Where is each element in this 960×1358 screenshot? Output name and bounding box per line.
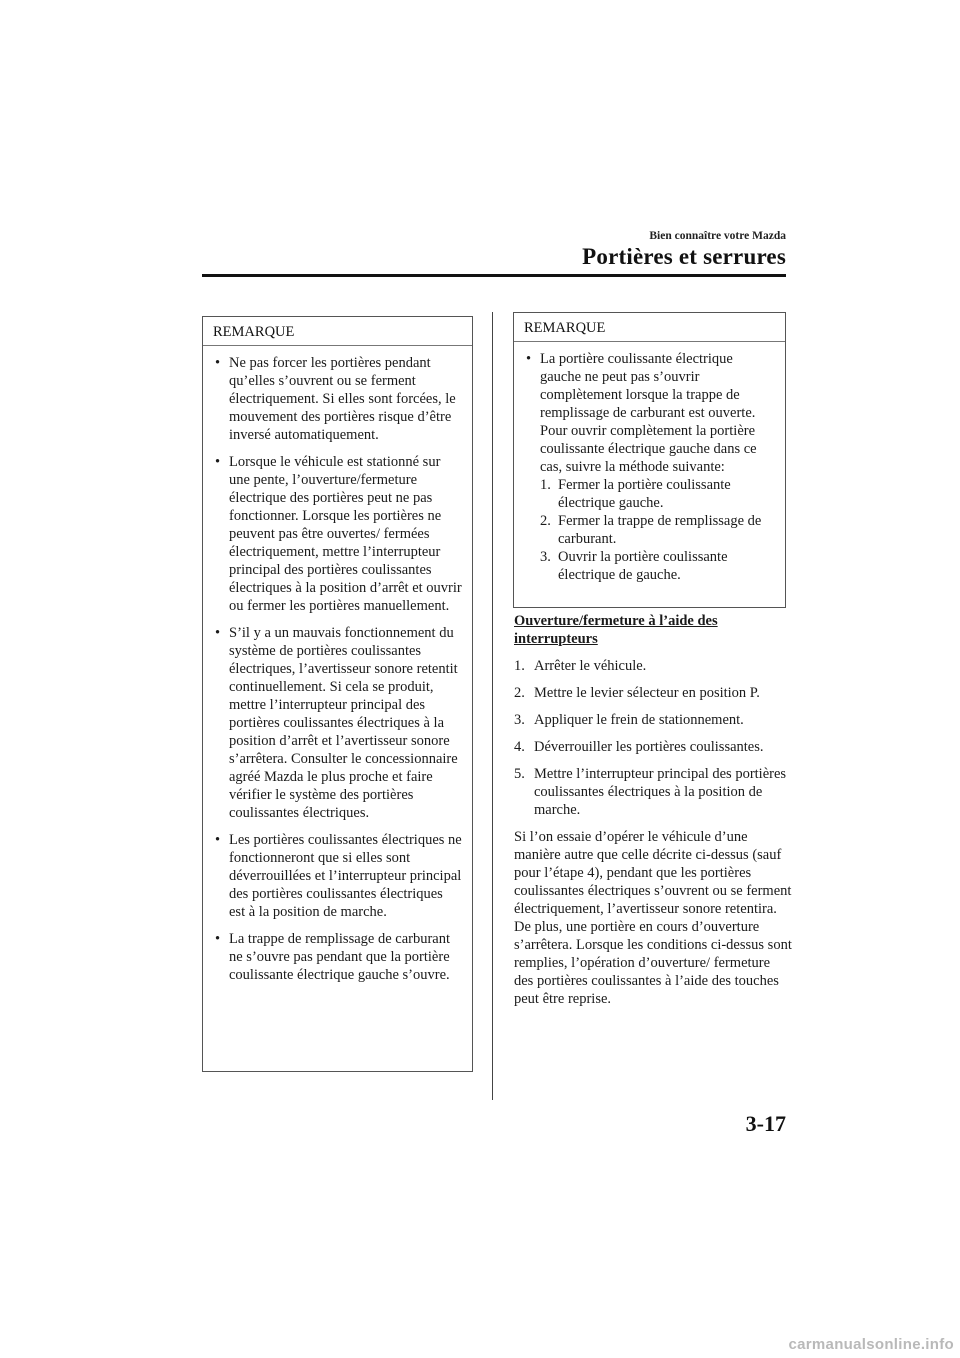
step-number: 3. xyxy=(514,712,525,728)
note-bullet-text: Lorsque le véhicule est stationné sur une pente, l’ouverture/fermeture électrique des portières peut ne pas fonctionner. Lorsque les portières ne peuvent pas être ouvertes/ fermées électriquement, mettre l’interrupteur principal des portières coulissantes électriques à la position d’arrêt et ouvrir ou fermer les portières manuellement. xyxy=(229,454,462,614)
column-divider xyxy=(492,312,493,1100)
bullet-icon: • xyxy=(215,832,221,848)
step-text: Fermer la trappe de remplissage de carburant. xyxy=(558,513,762,547)
note-bullet-text: Les portières coulissantes électriques ne fonctionneront que si elles sont déverrouillées et l’interrupteur principal des portières coulissantes électriques est à la position de marche. xyxy=(229,832,462,920)
step-text: Déverrouiller les portières coulissantes. xyxy=(534,739,764,755)
procedure-step xyxy=(514,657,792,675)
note-box-left xyxy=(202,316,473,1072)
step-text: Mettre le levier sélecteur en position P. xyxy=(534,685,760,701)
step-text: Ouvrir la portière coulissante électrique de gauche. xyxy=(558,549,728,583)
note-bullet-item xyxy=(213,453,462,615)
note-bullet-item xyxy=(213,930,462,984)
step-text: Arrêter le véhicule. xyxy=(534,658,647,674)
watermark: carmanualsonline.info xyxy=(788,1336,954,1353)
page-number: 3-17 xyxy=(745,1111,786,1136)
note-bullet-text: S’il y a un mauvais fonctionnement du système de portières coulissantes électriques, l’avertisseur sonore retentit continuellement. Si cela se produit, mettre l’interrupteur principal des portières coulissantes électriques à la position d’arrêt et l’avertisseur sonore s’arrêtera. Consulter le concessionnaire agréé Mazda le plus proche et faire vérifier le système des portières coulissantes électriques. xyxy=(229,625,458,821)
note-step-item xyxy=(540,476,775,512)
note-box-right xyxy=(513,312,786,608)
step-text: Appliquer le frein de stationnement. xyxy=(534,712,744,728)
note-bullet-text: Ne pas forcer les portières pendant qu’elles s’ouvrent ou se ferment électriquement. Si elles sont forcées, le mouvement des portières risque d’être inversé automatiquement. xyxy=(229,355,456,443)
right-column-body xyxy=(514,612,792,1008)
step-text: Fermer la portière coulissante électrique gauche. xyxy=(558,477,731,511)
note-bullet-item xyxy=(213,354,462,444)
procedure-step xyxy=(514,765,792,819)
procedure-steps xyxy=(514,657,792,819)
bullet-icon: • xyxy=(215,625,221,641)
procedure-step xyxy=(514,684,792,702)
page-title: Portières et serrures xyxy=(582,244,786,269)
note-step-item xyxy=(540,548,775,584)
note-title: REMARQUE xyxy=(524,320,606,336)
body-paragraph: Si l’on essaie d’opérer le véhicule d’une manière autre que celle décrite ci-dessus (sauf pour l’étape 4), pendant que les portières coulissantes électriques s’ouvrent ou se ferment électriquement, l’avertisseur sonore retentira. De plus, une portière en cours d’ouverture s’arrêtera. Lorsque les conditions ci-dessus sont remplies, l’opération d’ouverture/ fermeture des portières coulissantes à l’aide des touches peut être reprise. xyxy=(514,829,792,1007)
note-bullet-text: La trappe de remplissage de carburant ne s’ouvre pas pendant que la portière coulissante électrique gauche s’ouvre. xyxy=(229,931,451,983)
header-section-label: Bien connaître votre Mazda xyxy=(649,230,786,242)
step-text: Mettre l’interrupteur principal des portières coulissantes électriques à la position de marche. xyxy=(534,766,787,818)
bullet-icon: • xyxy=(215,931,221,947)
note-step-item xyxy=(540,512,775,548)
note-bullet-text: La portière coulissante électrique gauche ne peut pas s’ouvrir complètement lorsque la trappe de remplissage de carburant est ouverte. Pour ouvrir complètement la portière coulissante électrique gauche dans ce cas, suivre la méthode suivante: xyxy=(540,351,757,475)
note-bullet-item xyxy=(524,350,775,584)
procedure-step xyxy=(514,711,792,729)
step-number: 3. xyxy=(540,549,551,565)
step-number: 2. xyxy=(540,513,551,529)
step-number: 4. xyxy=(514,739,525,755)
step-number: 1. xyxy=(514,658,525,674)
note-bullet-item xyxy=(213,831,462,921)
header-rule xyxy=(202,274,786,277)
note-bullet-list xyxy=(203,346,472,984)
step-number: 5. xyxy=(514,766,525,782)
step-number: 2. xyxy=(514,685,525,701)
note-step-list xyxy=(540,476,775,584)
section-heading: Ouverture/fermeture à l’aide des interrupteurs xyxy=(514,613,718,647)
note-bullet-list xyxy=(514,342,785,584)
bullet-icon: • xyxy=(215,355,221,371)
step-number: 1. xyxy=(540,477,551,493)
bullet-icon: • xyxy=(526,351,532,367)
note-bullet-item xyxy=(213,624,462,822)
note-title: REMARQUE xyxy=(213,324,295,340)
procedure-step xyxy=(514,738,792,756)
bullet-icon: • xyxy=(215,454,221,470)
